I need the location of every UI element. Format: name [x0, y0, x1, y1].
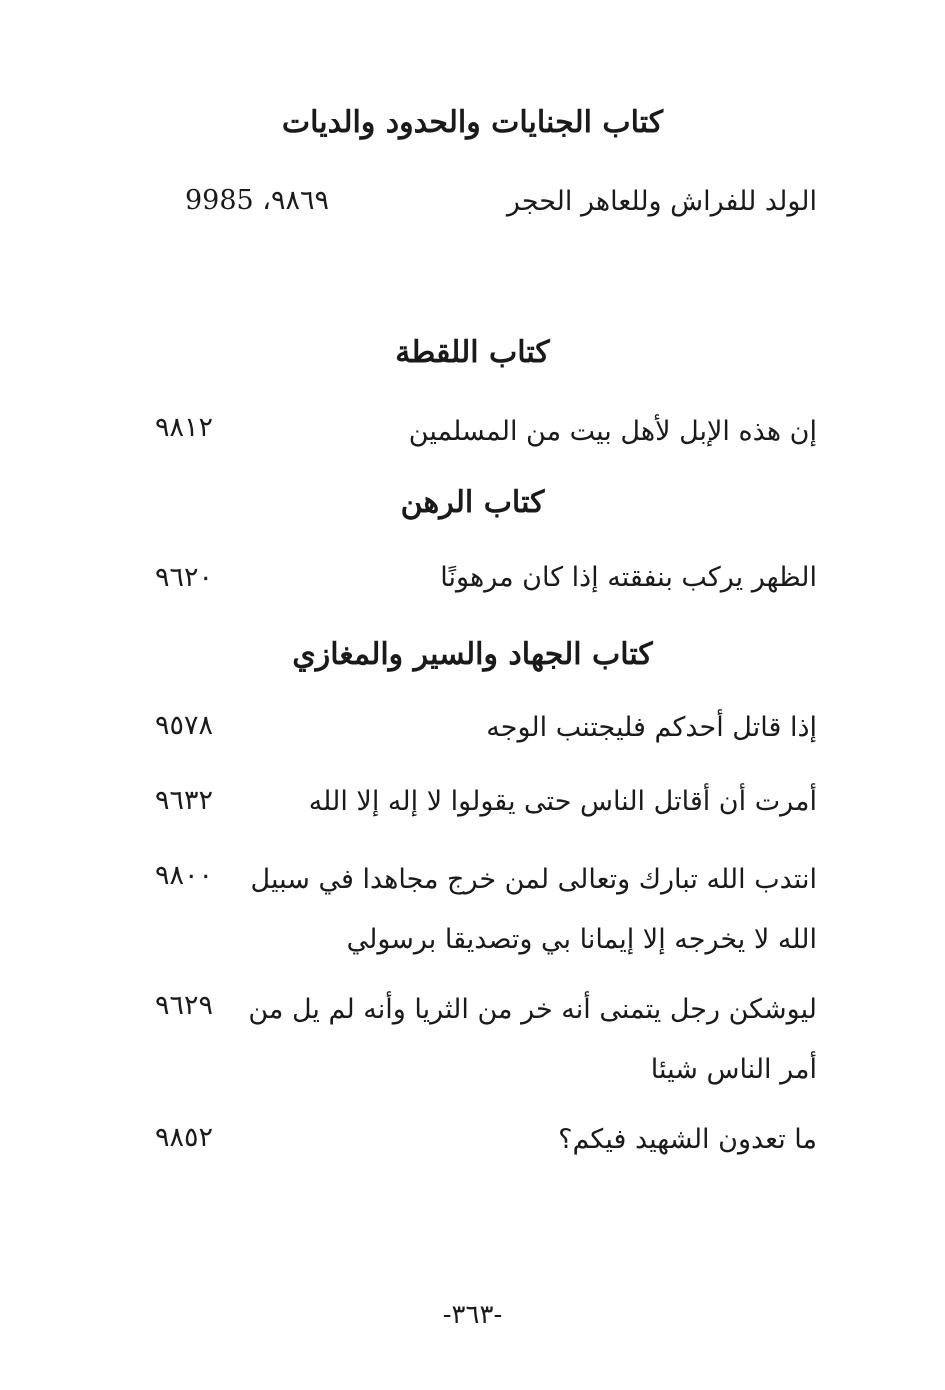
entry-refs: ٩٨٥٢: [155, 1122, 214, 1153]
section-title-crimes: كتاب الجنايات والحدود والديات: [281, 105, 664, 140]
entry-refs: ٩٦٢٠: [155, 562, 214, 593]
entry-text: ليوشكن رجل يتمنى أنه خر من الثريا وأنه لم يل من أمر الناس شيئا: [248, 994, 817, 1085]
page-number: -٣٦٣-: [442, 1300, 503, 1330]
entry-refs: ٩٦٣٢: [155, 785, 214, 816]
entry-text: الولد للفراش وللعاهر الحجر: [506, 186, 817, 217]
section-title-luqata: كتاب اللقطة: [395, 335, 550, 370]
entry-text: الظهر يركب بنفقته إذا كان مرهونًا: [440, 562, 817, 593]
entry-text: إن هذه الإبل لأهل بيت من المسلمين: [408, 416, 817, 447]
entry-refs: ٩٨١٢: [155, 412, 214, 443]
entry-refs: ٩٨٠٠: [155, 860, 214, 891]
entry-refs: ٩٥٧٨: [155, 710, 214, 741]
entry-refs: ٩٦٢٩: [155, 990, 214, 1021]
entry-text: إذا قاتل أحدكم فليجتنب الوجه: [486, 712, 817, 743]
entry-text: انتدب الله تبارك وتعالى لمن خرج مجاهدا في سبيل الله لا يخرجه إلا إيمانا بي وتصديقا برسولي: [250, 864, 817, 955]
entry-refs: ٩٨٦٩، 9985: [185, 185, 330, 216]
entry-text: أمرت أن أقاتل الناس حتى يقولوا لا إله إلا الله: [308, 786, 817, 817]
section-title-jihad: كتاب الجهاد والسير والمغازي: [292, 637, 653, 672]
section-title-rahn: كتاب الرهن: [400, 485, 545, 520]
entry-text: ما تعدون الشهيد فيكم؟: [558, 1124, 817, 1155]
